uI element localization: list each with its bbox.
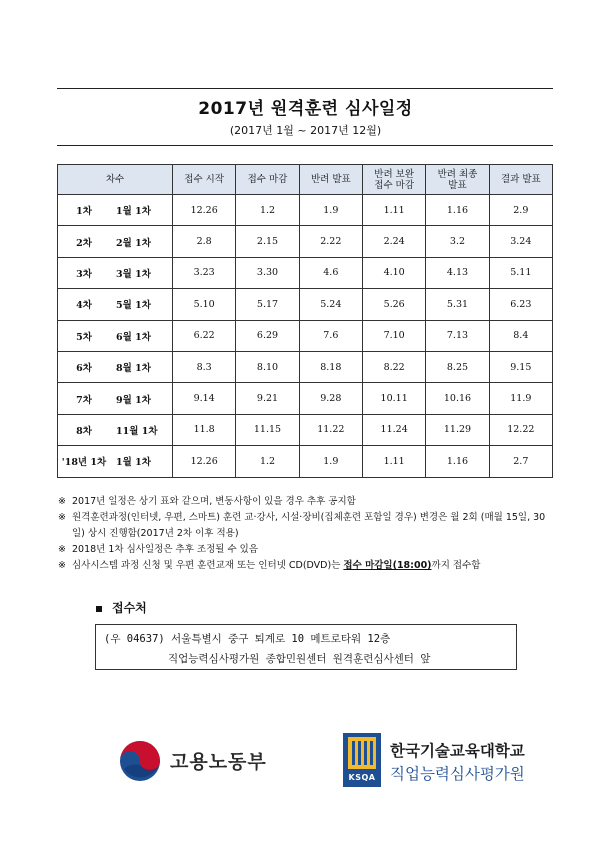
date-cell: 1.2 [236, 446, 299, 477]
contact-heading [96, 599, 147, 616]
date-cell: 11.22 [299, 414, 362, 445]
round-cell: 8차 [58, 414, 111, 445]
month-cell: 8월 1차 [110, 351, 173, 382]
date-cell: 9.15 [489, 351, 552, 382]
note-marker: ※ [58, 496, 66, 507]
date-cell: 6.22 [173, 320, 236, 351]
date-cell: 1.9 [299, 446, 362, 477]
top-rule [57, 88, 553, 89]
date-cell: 6.29 [236, 320, 299, 351]
note-text: 2018년 1차 심사일정은 추후 조정될 수 있음 [72, 544, 258, 555]
date-cell: 8.18 [299, 351, 362, 382]
date-cell: 7.13 [426, 320, 489, 351]
note-item [58, 558, 558, 574]
month-cell: 6월 1차 [110, 320, 173, 351]
date-cell: 5.10 [173, 289, 236, 320]
column-header: 접수 시작 [173, 165, 236, 195]
date-cell: 1.16 [426, 446, 489, 477]
date-cell: 1.2 [236, 195, 299, 226]
date-cell: 2.15 [236, 226, 299, 257]
note-marker: ※ [58, 544, 66, 555]
month-cell: 2월 1차 [110, 226, 173, 257]
date-cell: 2.9 [489, 195, 552, 226]
date-cell: 8.4 [489, 320, 552, 351]
note-text: 원격훈련과정(인터넷, 우편, 스마트) 훈련 교·강사, 시설·장비(집체훈련 포함일 경우) 변경은 월 2회 (매월 15일, 30일) 상시 진행함(2017년 2차 이후 적용) [72, 512, 546, 539]
date-cell: 12.26 [173, 446, 236, 477]
date-cell: 10.11 [362, 383, 425, 414]
date-cell: 11.8 [173, 414, 236, 445]
date-cell: 9.14 [173, 383, 236, 414]
date-cell: 5.24 [299, 289, 362, 320]
round-cell: 7차 [58, 383, 111, 414]
contact-heading-label: 접수처 [112, 601, 147, 615]
note-item [58, 542, 558, 558]
emblem-icon [348, 737, 376, 769]
ksqa-badge-label: KSQA [348, 773, 376, 782]
month-cell: 9월 1차 [110, 383, 173, 414]
table-row [58, 289, 553, 320]
date-cell: 3.30 [236, 257, 299, 288]
ksqa-logo [343, 733, 573, 791]
round-cell: 3차 [58, 257, 111, 288]
column-header: 반려 발표 [299, 165, 362, 195]
month-cell: 3월 1차 [110, 257, 173, 288]
date-cell: 5.11 [489, 257, 552, 288]
schedule-table [57, 164, 553, 478]
date-cell: 2.7 [489, 446, 552, 477]
date-cell: 1.11 [362, 446, 425, 477]
title-underline [57, 145, 553, 146]
date-cell: 10.16 [426, 383, 489, 414]
note-marker: ※ [58, 512, 66, 523]
institute-name: 직업능력심사평가원 [390, 765, 525, 783]
month-cell: 5월 1차 [110, 289, 173, 320]
notes-section [58, 494, 558, 574]
date-cell: 8.3 [173, 351, 236, 382]
contact-address: (우 04637) 서울특별시 중구 퇴계로 10 메트로타워 12층 [104, 633, 391, 645]
table-row [58, 226, 553, 257]
date-cell: 1.11 [362, 195, 425, 226]
contact-office: 직업능력심사평가원 종합민원센터 원격훈련심사센터 앞 [168, 653, 431, 665]
date-cell: 3.23 [173, 257, 236, 288]
column-header: 반려 최종 발표 [426, 165, 489, 195]
date-cell: 7.6 [299, 320, 362, 351]
date-cell: 3.2 [426, 226, 489, 257]
date-cell: 11.29 [426, 414, 489, 445]
table-row [58, 195, 553, 226]
round-cell: 6차 [58, 351, 111, 382]
note-item [58, 510, 558, 542]
university-name: 한국기술교육대학교 [390, 742, 525, 760]
date-cell: 5.17 [236, 289, 299, 320]
note-text-pre: 심사시스템 과정 신청 및 우편 훈련교재 또는 인터넷 CD(DVD)는 [72, 560, 344, 571]
note-marker: ※ [58, 560, 66, 571]
date-cell: 5.26 [362, 289, 425, 320]
table-header-row [58, 165, 553, 195]
date-cell: 11.9 [489, 383, 552, 414]
column-header: 반려 보완 접수 마감 [362, 165, 425, 195]
page-title: 2017년 원격훈련 심사일정 [198, 99, 413, 119]
column-header: 결과 발표 [489, 165, 552, 195]
date-cell: 4.6 [299, 257, 362, 288]
round-cell: '18년 1차 [58, 446, 111, 477]
page-subtitle: (2017년 1월 ~ 2017년 12월) [229, 124, 382, 137]
column-header: 차수 [58, 165, 173, 195]
date-cell: 8.10 [236, 351, 299, 382]
date-cell: 9.28 [299, 383, 362, 414]
date-cell: 5.31 [426, 289, 489, 320]
date-cell: 7.10 [362, 320, 425, 351]
month-cell: 11월 1차 [110, 414, 173, 445]
note-text: 2017년 일정은 상기 표와 같으며, 변동사항이 있을 경우 추후 공지함 [72, 496, 356, 507]
table-row [58, 383, 553, 414]
date-cell: 1.9 [299, 195, 362, 226]
date-cell: 8.22 [362, 351, 425, 382]
moel-logo [118, 737, 283, 787]
deadline-highlight: 접수 마감일(18:00) [343, 560, 432, 571]
table-row [58, 320, 553, 351]
table-row [58, 414, 553, 445]
date-cell: 9.21 [236, 383, 299, 414]
month-cell: 1월 1차 [110, 446, 173, 477]
table-row [58, 257, 553, 288]
month-cell: 1월 1차 [110, 195, 173, 226]
round-cell: 4차 [58, 289, 111, 320]
note-item [58, 494, 558, 510]
date-cell: 2.22 [299, 226, 362, 257]
moel-name: 고용노동부 [170, 751, 267, 773]
column-header: 접수 마감 [236, 165, 299, 195]
note-text-post: 까지 접수함 [431, 560, 481, 571]
ksqa-badge [343, 733, 381, 787]
round-cell: 5차 [58, 320, 111, 351]
date-cell: 1.16 [426, 195, 489, 226]
date-cell: 11.24 [362, 414, 425, 445]
contact-box [95, 624, 517, 670]
date-cell: 4.10 [362, 257, 425, 288]
date-cell: 6.23 [489, 289, 552, 320]
date-cell: 12.22 [489, 414, 552, 445]
date-cell: 8.25 [426, 351, 489, 382]
table-row [58, 446, 553, 477]
date-cell: 3.24 [489, 226, 552, 257]
date-cell: 4.13 [426, 257, 489, 288]
note-text [72, 558, 558, 574]
date-cell: 12.26 [173, 195, 236, 226]
square-bullet-icon [96, 606, 102, 612]
date-cell: 11.15 [236, 414, 299, 445]
date-cell: 2.8 [173, 226, 236, 257]
taegeuk-icon [118, 739, 162, 783]
round-cell: 2차 [58, 226, 111, 257]
date-cell: 2.24 [362, 226, 425, 257]
table-row [58, 351, 553, 382]
round-cell: 1차 [58, 195, 111, 226]
